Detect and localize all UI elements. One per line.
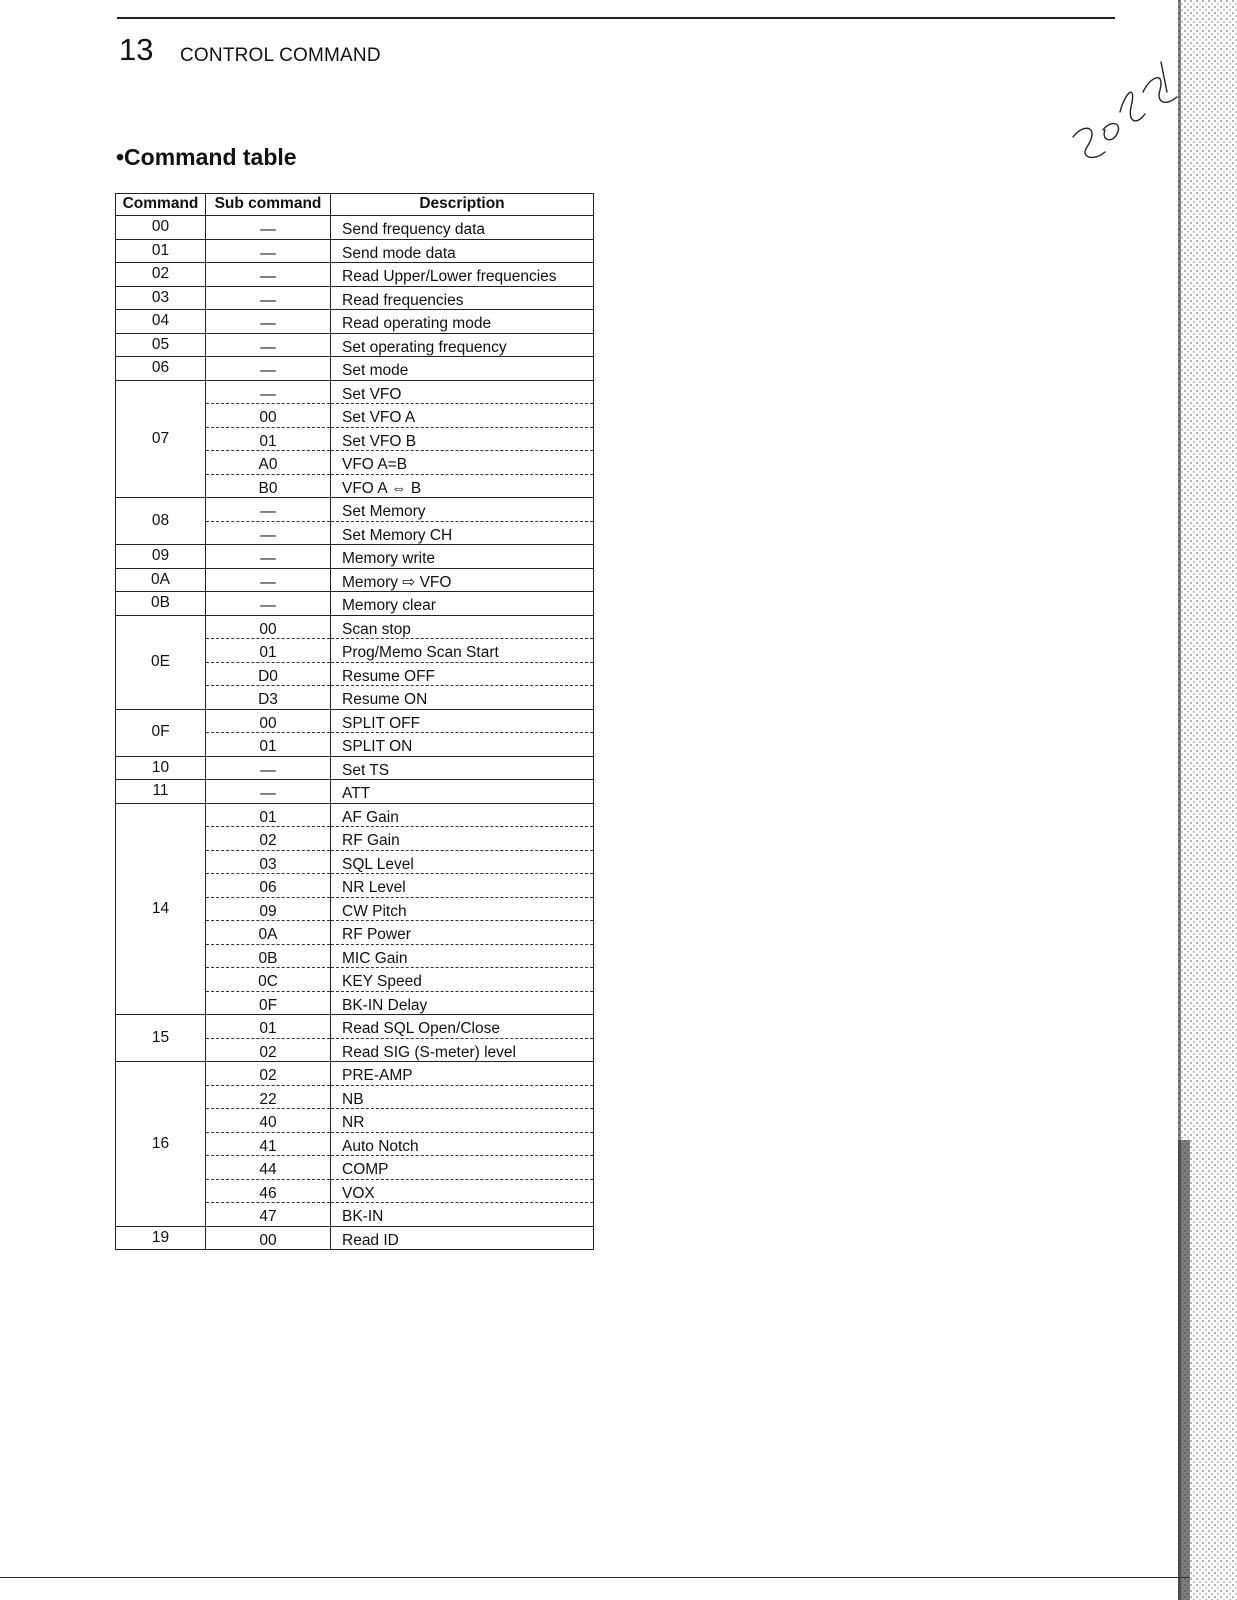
table-row bbox=[116, 1062, 594, 1086]
description-cell: PRE-AMP bbox=[331, 1062, 594, 1086]
description-cell: COMP bbox=[331, 1156, 594, 1180]
description-cell: CW Pitch bbox=[331, 897, 594, 921]
table-row bbox=[116, 592, 594, 616]
description-cell: Prog/Memo Scan Start bbox=[331, 639, 594, 663]
description-cell: Set TS bbox=[331, 756, 594, 780]
table-heading: •Command table bbox=[116, 144, 297, 170]
sub-command-cell: — bbox=[206, 333, 331, 357]
description-cell: Resume ON bbox=[331, 686, 594, 710]
table-row bbox=[116, 380, 594, 404]
table-row bbox=[116, 310, 594, 334]
command-cell: 0B bbox=[116, 592, 206, 616]
description-cell: Memory clear bbox=[331, 592, 594, 616]
sub-command-cell: — bbox=[206, 357, 331, 381]
table-row bbox=[116, 545, 594, 569]
description-cell: Send frequency data bbox=[331, 216, 594, 240]
description-cell: Read Upper/Lower frequencies bbox=[331, 263, 594, 287]
sub-command-cell: — bbox=[206, 216, 331, 240]
sub-command-cell: A0 bbox=[206, 451, 331, 475]
command-cell: 10 bbox=[116, 756, 206, 780]
command-cell: 15 bbox=[116, 1015, 206, 1062]
sub-command-cell: 01 bbox=[206, 733, 331, 757]
sub-command-cell: 00 bbox=[206, 615, 331, 639]
description-cell: Auto Notch bbox=[331, 1132, 594, 1156]
table-row bbox=[116, 1226, 594, 1250]
description-cell: VFO A=B bbox=[331, 451, 594, 475]
sub-command-cell: 0A bbox=[206, 921, 331, 945]
sub-command-cell: B0 bbox=[206, 474, 331, 498]
sub-command-cell: 44 bbox=[206, 1156, 331, 1180]
table-row bbox=[116, 333, 594, 357]
sub-command-cell: — bbox=[206, 780, 331, 804]
description-cell: RF Gain bbox=[331, 827, 594, 851]
command-cell: 03 bbox=[116, 286, 206, 310]
description-cell: NB bbox=[331, 1085, 594, 1109]
description-cell: VOX bbox=[331, 1179, 594, 1203]
sub-command-cell: 01 bbox=[206, 639, 331, 663]
description-cell: Read frequencies bbox=[331, 286, 594, 310]
sub-command-cell: — bbox=[206, 521, 331, 545]
description-cell: NR Level bbox=[331, 874, 594, 898]
column-header: Description bbox=[331, 194, 594, 216]
description-cell: MIC Gain bbox=[331, 944, 594, 968]
description-cell: BK-IN Delay bbox=[331, 991, 594, 1015]
description-cell: AF Gain bbox=[331, 803, 594, 827]
sub-command-cell: 0B bbox=[206, 944, 331, 968]
table-row bbox=[116, 216, 594, 240]
sub-command-cell: 47 bbox=[206, 1203, 331, 1227]
table-row bbox=[116, 568, 594, 592]
sub-command-cell: 09 bbox=[206, 897, 331, 921]
sub-command-cell: — bbox=[206, 286, 331, 310]
sub-command-cell: 00 bbox=[206, 1226, 331, 1250]
description-cell: Set VFO A bbox=[331, 404, 594, 428]
command-cell: 16 bbox=[116, 1062, 206, 1227]
description-cell: NR bbox=[331, 1109, 594, 1133]
description-cell: Resume OFF bbox=[331, 662, 594, 686]
description-cell: Memory ⇨ VFO bbox=[331, 568, 594, 592]
table-row bbox=[116, 357, 594, 381]
command-cell: 11 bbox=[116, 780, 206, 804]
command-cell: 06 bbox=[116, 357, 206, 381]
command-cell: 09 bbox=[116, 545, 206, 569]
sub-command-cell: 46 bbox=[206, 1179, 331, 1203]
sub-command-cell: — bbox=[206, 498, 331, 522]
sub-command-cell: — bbox=[206, 380, 331, 404]
description-cell: RF Power bbox=[331, 921, 594, 945]
table-row bbox=[116, 286, 594, 310]
sub-command-cell: 02 bbox=[206, 827, 331, 851]
sub-command-cell: — bbox=[206, 263, 331, 287]
sub-command-cell: — bbox=[206, 592, 331, 616]
description-cell: Set Memory CH bbox=[331, 521, 594, 545]
description-cell: Read operating mode bbox=[331, 310, 594, 334]
table-row bbox=[116, 263, 594, 287]
sub-command-cell: 03 bbox=[206, 850, 331, 874]
command-cell: 0A bbox=[116, 568, 206, 592]
column-header: Command bbox=[116, 194, 206, 216]
sub-command-cell: 02 bbox=[206, 1062, 331, 1086]
description-cell: Read SIG (S-meter) level bbox=[331, 1038, 594, 1062]
description-cell: Read ID bbox=[331, 1226, 594, 1250]
table-row bbox=[116, 1015, 594, 1039]
sub-command-cell: — bbox=[206, 310, 331, 334]
sub-command-cell: 06 bbox=[206, 874, 331, 898]
description-cell: SPLIT OFF bbox=[331, 709, 594, 733]
table-row bbox=[116, 803, 594, 827]
sub-command-cell: 40 bbox=[206, 1109, 331, 1133]
description-cell: Memory write bbox=[331, 545, 594, 569]
description-cell: Read SQL Open/Close bbox=[331, 1015, 594, 1039]
description-cell: BK-IN bbox=[331, 1203, 594, 1227]
table-row bbox=[116, 239, 594, 263]
description-cell: KEY Speed bbox=[331, 968, 594, 992]
sub-command-cell: D0 bbox=[206, 662, 331, 686]
command-cell: 04 bbox=[116, 310, 206, 334]
command-cell: 00 bbox=[116, 216, 206, 240]
command-cell: 01 bbox=[116, 239, 206, 263]
table-row bbox=[116, 615, 594, 639]
section-number: 13 bbox=[119, 32, 154, 67]
description-cell: Set Memory bbox=[331, 498, 594, 522]
sub-command-cell: — bbox=[206, 545, 331, 569]
sub-command-cell: 0C bbox=[206, 968, 331, 992]
command-cell: 0E bbox=[116, 615, 206, 709]
command-cell: 07 bbox=[116, 380, 206, 498]
sub-command-cell: D3 bbox=[206, 686, 331, 710]
table-row bbox=[116, 756, 594, 780]
table-row bbox=[116, 498, 594, 522]
description-cell: SPLIT ON bbox=[331, 733, 594, 757]
top-rule bbox=[117, 17, 1115, 19]
sub-command-cell: 01 bbox=[206, 427, 331, 451]
description-cell: Set mode bbox=[331, 357, 594, 381]
command-table bbox=[115, 193, 594, 1250]
sub-command-cell: — bbox=[206, 756, 331, 780]
command-cell: 0F bbox=[116, 709, 206, 756]
command-cell: 08 bbox=[116, 498, 206, 545]
sub-command-cell: 0F bbox=[206, 991, 331, 1015]
sub-command-cell: 00 bbox=[206, 404, 331, 428]
command-cell: 14 bbox=[116, 803, 206, 1015]
table-header-row bbox=[116, 194, 594, 216]
sub-command-cell: 22 bbox=[206, 1085, 331, 1109]
description-cell: Send mode data bbox=[331, 239, 594, 263]
column-header: Sub command bbox=[206, 194, 331, 216]
sub-command-cell: 01 bbox=[206, 1015, 331, 1039]
section-title: CONTROL COMMAND bbox=[180, 45, 381, 66]
command-cell: 02 bbox=[116, 263, 206, 287]
table-row bbox=[116, 780, 594, 804]
description-cell: Set VFO bbox=[331, 380, 594, 404]
handwritten-page-note bbox=[1065, 52, 1185, 177]
table-row bbox=[116, 709, 594, 733]
description-cell: ATT bbox=[331, 780, 594, 804]
sub-command-cell: 02 bbox=[206, 1038, 331, 1062]
description-cell: Set operating frequency bbox=[331, 333, 594, 357]
scan-binding-edge bbox=[1178, 0, 1237, 1600]
sub-command-cell: 01 bbox=[206, 803, 331, 827]
sub-command-cell: 00 bbox=[206, 709, 331, 733]
command-cell: 19 bbox=[116, 1226, 206, 1250]
description-cell: SQL Level bbox=[331, 850, 594, 874]
sub-command-cell: — bbox=[206, 239, 331, 263]
sub-command-cell: — bbox=[206, 568, 331, 592]
description-cell: Set VFO B bbox=[331, 427, 594, 451]
description-cell: VFO A ⇔ B bbox=[331, 474, 594, 498]
description-cell: Scan stop bbox=[331, 615, 594, 639]
command-cell: 05 bbox=[116, 333, 206, 357]
bottom-rule bbox=[0, 1577, 1190, 1578]
sub-command-cell: 41 bbox=[206, 1132, 331, 1156]
